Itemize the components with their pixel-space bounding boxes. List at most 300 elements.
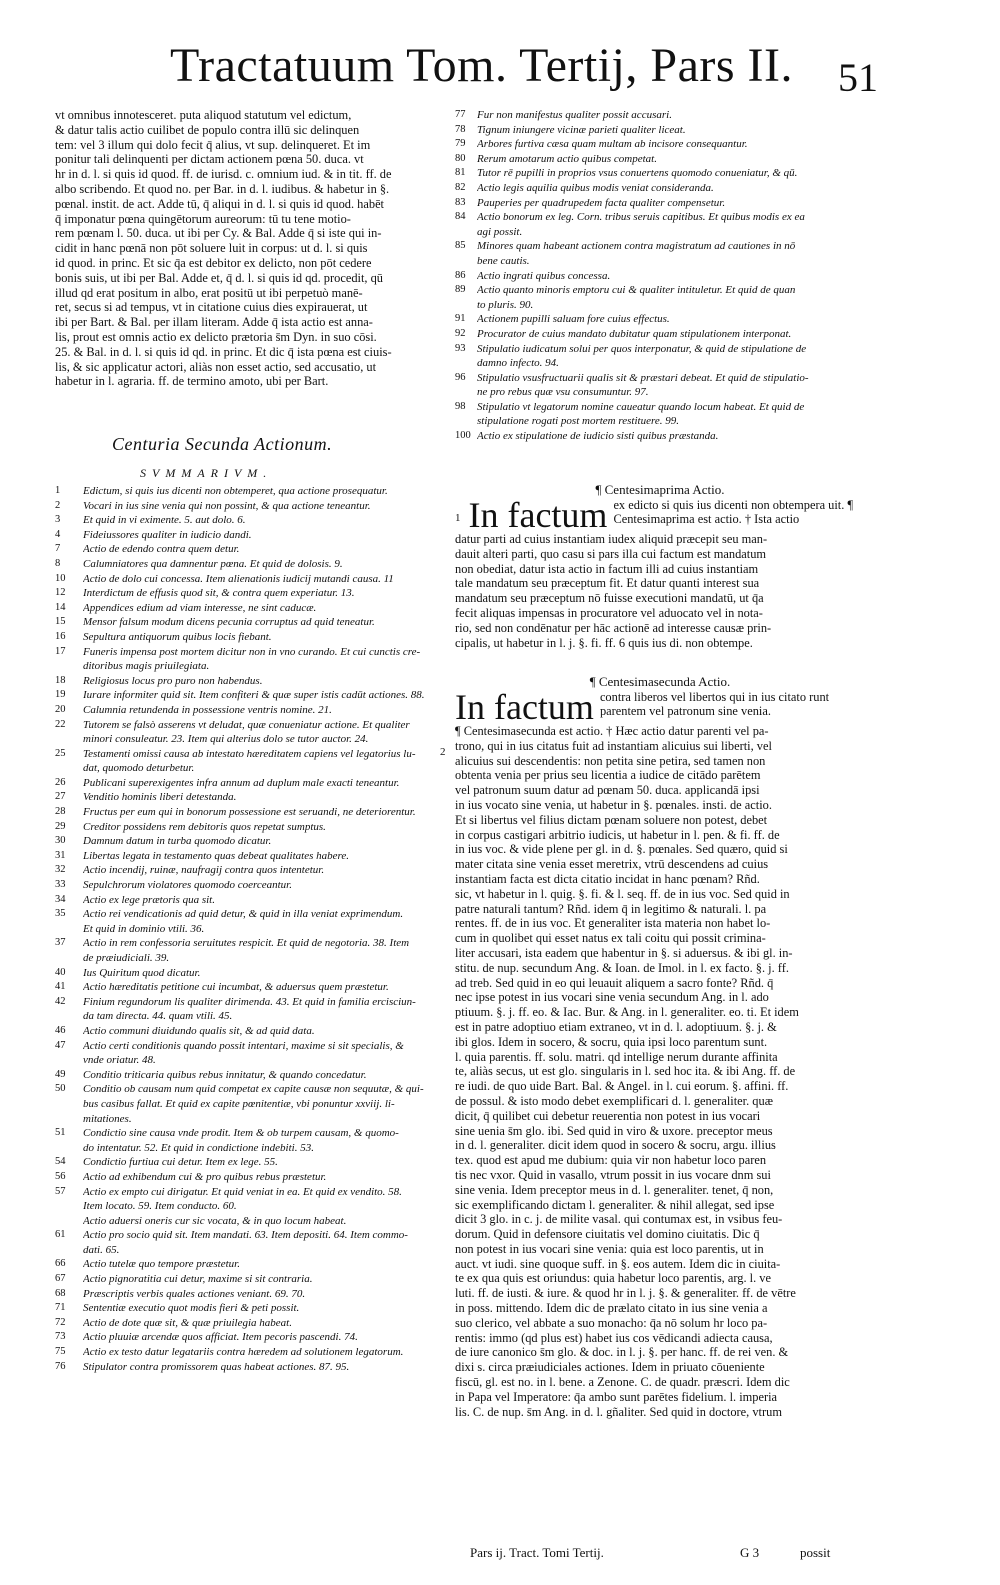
text-line: pœnal. instit. de act. Adde tū, q̄ aliqui in d. l. si quis id quod. habēt bbox=[55, 196, 385, 211]
summary-item-text: Fur non manifestus qualiter possit accusari. bbox=[477, 109, 672, 121]
text-line: ¶ Centesimasecunda est actio. † Hæc actio datur parenti vel pa- bbox=[455, 724, 769, 738]
summary-item bbox=[455, 108, 865, 123]
summary-item-number: 77 bbox=[455, 109, 466, 120]
text-line: vel patronum suum datur ad pœnam 50. duca. applicandā ipsi bbox=[455, 783, 760, 798]
summary-item-number: 50 bbox=[55, 1083, 66, 1095]
text-line: tex. quod est apud me dubium: quia vir non habetur loco paren bbox=[455, 1153, 767, 1168]
summary-item-number: 20 bbox=[55, 703, 66, 715]
text-line: lis. C. de nup. s̄m Ang. in d. l. gñaliter. Sed quid in doctore, vtrum bbox=[455, 1404, 782, 1419]
summary-item bbox=[55, 820, 435, 835]
summary-item bbox=[55, 542, 435, 557]
text-line: id quod. in princ. Et sic q̄a est debitor ex delicto, non pōt cedere bbox=[55, 255, 372, 270]
summary-item bbox=[455, 414, 865, 429]
summary-item-number bbox=[55, 761, 83, 776]
summary-item-text: Et quid in dominio vtili. 36. bbox=[83, 922, 205, 935]
summary-item-text: Creditor possidens rem debitoris quos repetat sumptus. bbox=[83, 820, 326, 833]
summary-item bbox=[55, 688, 435, 703]
summary-item-text: Actio certi conditionis quando possit intentari, maxime si sit specialis, & bbox=[83, 1039, 404, 1052]
summary-item-number bbox=[55, 951, 83, 966]
summary-item-text: Stipulatio iudicatum solui per quos interponatur, & quid de stipulatione de bbox=[477, 342, 807, 355]
text-line: in d. l. generaliter. dicit idem quod in socero & socru, argu. illius bbox=[455, 1138, 776, 1153]
summary-item bbox=[455, 371, 865, 386]
summary-item-text: Actio quanto minoris emptoru cui & qualiter intituletur. Et quid de quan bbox=[477, 284, 796, 297]
section-number: 1 bbox=[455, 512, 461, 524]
summary-item-number bbox=[455, 356, 477, 371]
summary-item bbox=[55, 1024, 435, 1039]
summary-item-text: bus casibus fallat. Et quid ex capite pœnitentiæ, vbi ponuntur xxviij. li- bbox=[83, 1097, 395, 1110]
summary-item-text: Actio in rem confessoria seruitutes respicit. Et quid de negotoria. 38. Item bbox=[83, 937, 410, 950]
summary-item-text: Ius Quiritum quod dicatur. bbox=[83, 966, 201, 979]
summary-item-text: Arbores furtiva cæsa quam multam ab incisore consequantur. bbox=[477, 138, 748, 151]
summary-item bbox=[455, 239, 865, 254]
text-line: bonis suis, ut ibi per Bal. Adde et, q̄ d. l. si quis id qd. procedit, qū bbox=[55, 270, 383, 285]
summary-item-text: Actio incendij, ruinæ, naufragij contra quos intentetur. bbox=[83, 864, 325, 877]
summary-item-number: 85 bbox=[455, 240, 466, 252]
summary-item bbox=[455, 254, 865, 269]
summary-item-number: 72 bbox=[55, 1316, 66, 1328]
actio-title-text: ex edicto si quis ius dicenti non obtempera uit. ¶ Centesimaprima est actio. † Ista actio bbox=[613, 498, 854, 526]
section-rubric: ¶ Centesimaprima Actio. bbox=[595, 482, 725, 497]
summary-item bbox=[55, 878, 435, 893]
text-line: q̄ imponatur pœna quingētorum aureorum: tū tu tene motio- bbox=[55, 211, 351, 226]
summary-item-number: 47 bbox=[55, 1039, 66, 1051]
summary-item-number: 22 bbox=[55, 718, 66, 730]
summary-item-number: 82 bbox=[455, 181, 466, 193]
summary-item-text: da tam directa. 44. quam vtili. 45. bbox=[83, 1010, 233, 1023]
summary-item-number: 49 bbox=[55, 1068, 66, 1080]
summary-item-text: Stipulatio vt legatorum nomine caueatur quando locum habeat. Et quid de bbox=[477, 400, 805, 413]
summary-item-text: Actio communi diuidundo qualis sit, & ad quid data. bbox=[83, 1024, 315, 1037]
summary-item bbox=[55, 747, 435, 762]
summary-item bbox=[55, 834, 435, 849]
text-line: cidit in hanc pœnā non pōt soluere luit in corpus: ut d. l. si quis bbox=[55, 241, 368, 256]
summary-item bbox=[55, 1316, 435, 1331]
text-line: sine uenia s̄m glo. ibi. Sed quid in viro & uxore. preceptor meus bbox=[455, 1123, 773, 1138]
summary-item-number: 18 bbox=[55, 674, 66, 686]
text-line: patre naturali tantum? Rñd. idem q̄ in legitimo & naturali. l. pa bbox=[455, 901, 767, 916]
summary-item bbox=[55, 1141, 435, 1156]
summary-item-text: Conditio ob causam num quid competat ex capite causæ non sequutæ, & qui- bbox=[83, 1083, 424, 1096]
summary-item bbox=[455, 152, 865, 167]
summary-item-text: Actio de edendo contra quem detur. bbox=[83, 543, 240, 556]
summary-item-number: 100 bbox=[455, 430, 471, 442]
text-line: te, aliàs secus, ut est glo. singularis in l. sed hoc ita. & ibi Ang. ff. de bbox=[455, 1064, 796, 1079]
summary-item-text: Actio de dote quæ sit, & quæ priuilegia habeat. bbox=[83, 1316, 292, 1329]
summarium-list bbox=[55, 484, 435, 1374]
summary-item bbox=[55, 776, 435, 791]
text-line: mandatum seu præceptum nō fuisse executioni mandatū, ut q̄a bbox=[455, 591, 764, 606]
summary-item-text: Condictio sine causa vnde prodit. Item & ob turpem causam, & quomo- bbox=[83, 1127, 399, 1140]
summary-item-text: Actio ex testo datur legatariis contra hæredem ad solutionem legatorum. bbox=[83, 1346, 404, 1359]
summary-item-text: Libertas legata in testamento quas debeat qualitates habere. bbox=[83, 849, 350, 862]
summary-item-number: 1 bbox=[55, 485, 61, 496]
text-line: non obediat, datur ista actio in factum illi ad cuius instantiam bbox=[455, 561, 759, 576]
text-line: l. quia parentis. ff. solu. matri. qd intellige nerum durante affinita bbox=[455, 1049, 778, 1064]
text-line: obtenta venia per prius seu licentia a iudice de citādo parētem bbox=[455, 768, 761, 783]
section-centesima-prima bbox=[455, 482, 865, 650]
in-factum-title: In factum bbox=[455, 687, 594, 727]
summary-item-text: Actio legis aquilia quibus modis veniat consideranda. bbox=[477, 181, 714, 194]
summary-item bbox=[55, 863, 435, 878]
text-line: lis, & sic applicatur actori, aliàs non esset actio, sed accusatio, ut bbox=[55, 359, 377, 374]
summary-item-number bbox=[55, 922, 83, 937]
text-line: albo scribendo. Et quod no. per Bar. in d. l. iudibus. & habetur in §. bbox=[55, 181, 390, 196]
summary-item bbox=[455, 123, 865, 138]
summary-item bbox=[55, 1345, 435, 1360]
actio-title-text: contra liberos vel libertos qui in ius citato runt parentem vel patronum sine venia. bbox=[599, 690, 830, 718]
summary-item-text: mitationes. bbox=[83, 1112, 132, 1125]
summary-item-number: 2 bbox=[55, 499, 61, 511]
text-line: luti. ff. de iusti. & iure. & quod hr in l. j. §. & generaliter. ff. de vētre bbox=[455, 1286, 796, 1301]
summary-item-number: 12 bbox=[55, 587, 66, 599]
text-line: sic, vt habetur in l. quig. §. fi. & l. seq. ff. de in ius voc. Sed quid in bbox=[455, 886, 790, 901]
summary-item bbox=[55, 645, 435, 660]
summary-item-text: Præscriptis verbis quales actiones veniant. 69. 70. bbox=[83, 1287, 306, 1300]
text-line: non potest in ius vocari sine venia: quia est loco parentis, ut in bbox=[455, 1241, 764, 1256]
summary-item bbox=[55, 674, 435, 689]
summary-item bbox=[455, 342, 865, 357]
summarium-continued-list bbox=[455, 108, 865, 444]
summary-item-text: dat, quomodo deturbetur. bbox=[83, 762, 195, 775]
summary-item-text: Actio de dolo cui concessa. Item alienationis iudicij mutandi causa. 11 bbox=[83, 572, 394, 585]
summary-item-text: Actionem pupilli saluam fore cuius effectus. bbox=[477, 313, 670, 326]
summary-item bbox=[55, 1155, 435, 1170]
text-line: vt omnibus innotesceret. puta aliquod statutum vel edictum, bbox=[55, 108, 352, 122]
text-line: cum in quolibet qui esset natus ex tali coitu qui possit crimina- bbox=[455, 931, 766, 946]
summary-item-number bbox=[55, 1097, 83, 1112]
section-body bbox=[455, 532, 865, 650]
summary-item-text: Funeris impensa post mortem dicitur non in vno curando. Et cui cunctis cre- bbox=[83, 645, 421, 658]
summary-item bbox=[455, 269, 865, 284]
summary-item-number: 3 bbox=[55, 514, 61, 526]
text-line: in ius vocato sine venia, ut habetur in §. pœnales. insti. de actio. bbox=[455, 797, 772, 812]
summary-item-text: Calumnia retundenda in possessione ventris nomine. 21. bbox=[83, 703, 332, 716]
summary-item-number: 76 bbox=[55, 1360, 66, 1372]
text-line: tale mandatum seu præceptum fit. Et datur quanti interest sua bbox=[455, 576, 760, 591]
summary-item-number: 7 bbox=[55, 543, 61, 555]
summary-item bbox=[55, 1112, 435, 1127]
summary-item bbox=[55, 499, 435, 514]
summary-item-text: Actio ex lege prætoris qua sit. bbox=[83, 893, 215, 906]
summary-item bbox=[55, 732, 435, 747]
summary-item bbox=[55, 1228, 435, 1243]
summary-item-text: vnde oriatur. 48. bbox=[83, 1054, 156, 1067]
summary-item bbox=[55, 484, 435, 499]
summary-item-text: Testamenti omissi causa ab intestato hæreditatem capiens vel legatorius lu- bbox=[83, 747, 416, 760]
summary-item-number bbox=[55, 1009, 83, 1024]
summary-item-number bbox=[455, 414, 477, 429]
summary-item bbox=[55, 1097, 435, 1112]
text-line: mater citata sine venia esset meretrix, vtrū descendens ad cuius bbox=[455, 857, 769, 872]
summary-item-number: 84 bbox=[455, 211, 466, 223]
summary-item-number: 71 bbox=[55, 1302, 66, 1314]
text-line: & datur talis actio cuilibet de populo contra illū sic delinquen bbox=[55, 122, 360, 137]
summary-item-text: Interdictum de effusis quod sit, & contra quem experiatur. 13. bbox=[83, 587, 355, 600]
summary-item-text: Stipulator contra promissorem quas habeat actiones. 87. 95. bbox=[83, 1360, 350, 1373]
summary-item-number: 83 bbox=[455, 196, 466, 208]
text-line: Et si libertus vel filius dictam pœnam soluere non potest, debet bbox=[455, 812, 768, 827]
summary-item bbox=[55, 980, 435, 995]
summary-item bbox=[455, 225, 865, 240]
summary-item-text: Iurare informiter quid sit. Item confiteri & quæ super istis cadūt actiones. 88. bbox=[83, 689, 425, 702]
summary-item-text: ditoribus magis priuilegiata. bbox=[83, 660, 210, 673]
summary-item bbox=[55, 1009, 435, 1024]
summary-item-text: Calumniatores qua damnentur pœna. Et quid de dolosis. 9. bbox=[83, 557, 343, 570]
summary-item-number: 66 bbox=[55, 1258, 66, 1270]
text-line: rentis: immo (qd plus est) habet ius cos vēdicandi adiecta causa, bbox=[455, 1330, 773, 1345]
summary-item-number: 19 bbox=[55, 689, 66, 701]
summary-item-number: 8 bbox=[55, 557, 61, 569]
summary-item bbox=[55, 1170, 435, 1185]
summary-item-number: 86 bbox=[455, 269, 466, 281]
summary-item-number: 68 bbox=[55, 1287, 66, 1299]
summary-item-text: Religiosus locus pro puro non habendus. bbox=[83, 674, 263, 687]
text-line: dicit 3 glo. in c. j. de milite vasal. qui contumax est, in vsibus feu- bbox=[455, 1212, 783, 1227]
summary-item-text: Edictum, si quis ius dicenti non obtemperet, qua actione prosequatur. bbox=[83, 485, 388, 497]
summary-item-number: 41 bbox=[55, 981, 66, 993]
text-line: rio, sed non condēnatur per hāc actionē ad interesse causæ prin- bbox=[455, 620, 772, 635]
summary-item-number: 61 bbox=[55, 1229, 66, 1241]
text-line: illud qd erat positum in albo, erat positū ut ibi perpetuò manē- bbox=[55, 285, 363, 300]
summary-item-number: 46 bbox=[55, 1024, 66, 1036]
summary-item bbox=[55, 761, 435, 776]
actio-heading bbox=[455, 495, 865, 535]
summary-item-text: Actio pignoratitia cui detur, maxime si sit contraria. bbox=[83, 1273, 313, 1286]
text-line: ibi per Bart. & Bal. per illam literam. Adde q̄ ista actio est anna- bbox=[55, 315, 373, 330]
summary-item-number: 42 bbox=[55, 995, 66, 1007]
summary-item bbox=[455, 356, 865, 371]
summary-item-text: Tignum iniungere vicinæ parieti qualiter liceat. bbox=[477, 123, 686, 136]
summary-item bbox=[55, 805, 435, 820]
summary-item-number: 33 bbox=[55, 879, 66, 891]
summary-item-text: Condictio furtiua cui detur. Item ex lege. 55. bbox=[83, 1156, 278, 1169]
summary-item bbox=[55, 659, 435, 674]
section-rubric: ¶ Centesimasecunda Actio. bbox=[589, 674, 731, 689]
summary-item-text: Venditio hominis liberi detestanda. bbox=[83, 791, 237, 804]
text-line: liter accusari, ista eadem que habentur in §. si aduersus. & ibi gl. in- bbox=[455, 945, 793, 960]
text-line: fecit aliquas impensas in procuratore vel aduocato vel in nota- bbox=[455, 605, 763, 620]
text-line: in poss. mittendo. Idem dic de prælato citato in ius sine venia a bbox=[455, 1301, 768, 1316]
text-line: stitu. de nup. secundum Ang. & Ioan. de Imol. in l. ex facto. §. j. ff. bbox=[455, 960, 789, 975]
summary-item-text: damno infecto. 94. bbox=[477, 357, 559, 370]
summarium-heading: SVMMARIVM. bbox=[140, 466, 273, 480]
summary-item-number: 17 bbox=[55, 645, 66, 657]
left-continuation-paragraph bbox=[55, 108, 435, 389]
summary-item-number: 29 bbox=[55, 820, 66, 832]
summary-item-number: 54 bbox=[55, 1156, 66, 1168]
summary-item-text: do intentatur. 52. Et quid in condictione indebiti. 53. bbox=[83, 1141, 314, 1154]
summary-item-number: 96 bbox=[455, 371, 466, 383]
text-line: tis nec vxor. Quid in vasallo, vtrum possit in ius vocare dnm sui bbox=[455, 1167, 771, 1182]
summary-item bbox=[455, 283, 865, 298]
centuria-heading: Centuria Secunda Actionum. bbox=[112, 434, 333, 454]
summary-item bbox=[55, 1126, 435, 1141]
text-line: in ius voc. & vide plene per gl. in d. §. pœnales. Sed quæro, quid si bbox=[455, 842, 788, 857]
text-line: lis, prout est omnis actio ex delicto prætoria s̄m Dyn. in suo cōsi. bbox=[55, 329, 377, 344]
text-line: fiscū, gl. est no. in l. bene. a Zenone. C. de quadr. præscri. Idem dic bbox=[455, 1375, 790, 1390]
summary-item-text: Procurator de cuius mandato dubitatur quam stipulationem interponat. bbox=[477, 327, 792, 340]
summary-item-number: 32 bbox=[55, 864, 66, 876]
summary-item-number: 26 bbox=[55, 776, 66, 788]
summary-item-number bbox=[455, 254, 477, 269]
summary-item-text: bene cautis. bbox=[477, 254, 530, 267]
summary-item bbox=[55, 1185, 435, 1200]
summary-item bbox=[455, 181, 865, 196]
summary-item bbox=[455, 327, 865, 342]
summary-item-number: 79 bbox=[455, 138, 466, 150]
summary-item-text: de præiudiciali. 39. bbox=[83, 952, 170, 964]
summary-item bbox=[55, 557, 435, 572]
summary-item bbox=[55, 995, 435, 1010]
page-number: 51 bbox=[838, 55, 878, 100]
text-line: ptiuum. §. j. ff. eo. & Iac. Bur. & Ang. in l. generaliter. eo. ti. Et idem bbox=[455, 1005, 799, 1020]
footer-catchword: possit bbox=[800, 1545, 831, 1560]
summary-item bbox=[55, 1214, 435, 1229]
text-line: sine venia. Idem preceptor meus in d. l. generaliter. tenet, q̄ non, bbox=[455, 1182, 774, 1197]
summary-item-number: 4 bbox=[55, 528, 61, 540]
summary-item-text: Actio pluuiæ arcendæ quos afficiat. Item pecoris pascendi. 74. bbox=[83, 1331, 358, 1344]
summary-item-text: Actio tutelæ quo tempore præstetur. bbox=[83, 1258, 240, 1271]
summary-item-text: Stipulatio vsusfructuarii qualis sit & præstari debeat. Et quid de stipulatio- bbox=[477, 371, 809, 384]
text-line: rentes. ff. de in ius voc. Et generaliter ista materia non habet lo- bbox=[455, 916, 771, 931]
summary-item bbox=[55, 1360, 435, 1375]
actio-heading bbox=[455, 687, 865, 727]
summary-item-text: Actio ingrati quibus concessa. bbox=[477, 269, 611, 282]
text-line: est in patre adoptiuo etiam extraneo, vt in d. l. adoptiuum. §. j. & bbox=[455, 1019, 777, 1034]
summary-item-text: Sententiæ executio quot modis fieri & peti possit. bbox=[83, 1302, 300, 1315]
text-line: cipalis, ut habetur in l. j. §. fi. ff. 6 quis ius di. non obtempe. bbox=[455, 635, 753, 650]
summary-item-number: 25 bbox=[55, 747, 66, 759]
summary-item-text: Damnum datum in turba quomodo dicatur. bbox=[83, 835, 272, 848]
summary-item-number bbox=[55, 659, 83, 674]
summary-item bbox=[455, 400, 865, 415]
text-line: in corpus castigari arbitrio iudicis, ut habetur in l. pen. & fi. ff. de bbox=[455, 827, 780, 842]
summary-item-number: 30 bbox=[55, 835, 66, 847]
summary-item bbox=[55, 703, 435, 718]
summary-item-text: minori consuleatur. 23. Item qui alterius dolo se tutor auctor. 24. bbox=[83, 733, 369, 746]
summary-item-text: Actio bonorum ex leg. Corn. tribus seruis capitibus. Et quibus modis ex ea bbox=[477, 211, 805, 224]
summary-item bbox=[55, 630, 435, 645]
summary-item-text: Fructus per eum qui in bonorum possessione est seruandi, ne deteriorentur. bbox=[83, 806, 416, 819]
summary-item-text: Actio ex stipulatione de iudicio sisti quibus præstanda. bbox=[477, 430, 719, 443]
summary-item-text: Actio pro socio quid sit. Item mandati. 63. Item depositi. 64. Item commo- bbox=[83, 1229, 408, 1242]
summary-item bbox=[55, 1039, 435, 1054]
text-line: sic exemplificando dictam l. generaliter. & nihil allegat, sed ipse bbox=[455, 1197, 775, 1212]
text-line: te ex qua quis est oriundus: quia habetur loco parentis, arg. l. ve bbox=[455, 1271, 771, 1286]
summary-item-text: stipulatione rogati post mortem restituere. 99. bbox=[477, 415, 679, 428]
summary-item bbox=[455, 298, 865, 313]
summary-item bbox=[55, 1257, 435, 1272]
summary-item bbox=[55, 1287, 435, 1302]
summary-item bbox=[55, 907, 435, 922]
summary-item-number bbox=[455, 385, 477, 400]
summary-item-number: 15 bbox=[55, 616, 66, 628]
summary-item-text: Minores quam habeant actionem contra magistratum ad cautiones in nō bbox=[477, 240, 796, 253]
summary-item-text: Actio ex empto cui dirigatur. Et quid veniat in ea. Et quid ex vendito. 58. bbox=[83, 1185, 402, 1198]
section-number: 2 bbox=[440, 746, 446, 758]
summary-item-number bbox=[55, 1243, 83, 1258]
summary-item-number: 98 bbox=[455, 400, 466, 412]
summary-item bbox=[455, 429, 865, 444]
summary-item-text: ne pro rebus quæ vsu consumuntur. 97. bbox=[477, 386, 649, 399]
summary-item bbox=[55, 966, 435, 981]
text-line: datur parti ad cuius instantiam iudex aliquid præcepit seu man- bbox=[455, 532, 768, 546]
text-line: ibi glos. Idem in socero, & socru, quia ipsi loco parentum sunt. bbox=[455, 1034, 768, 1049]
text-line: re iudi. de quo uide Bart. Bal. & Angel. in l. cui eorum. §. affini. ff. bbox=[455, 1079, 789, 1094]
section-body bbox=[455, 724, 865, 1419]
text-line: in Papa vel Imperatore: q̄a ambo sunt parētes fidelium. l. imperia bbox=[455, 1389, 778, 1404]
summary-item-number: 37 bbox=[55, 937, 66, 949]
summary-item-number bbox=[55, 1214, 83, 1229]
summary-item-text: Vocari in ius sine venia qui non possint, & qua actione teneantur. bbox=[83, 499, 371, 512]
summary-item-number bbox=[55, 1199, 83, 1214]
text-line: dorum. Quid in defensore ciuitatis vel domino ciuitatis. Dic q̄ bbox=[455, 1227, 760, 1242]
summary-item-number: 56 bbox=[55, 1170, 66, 1182]
summary-item bbox=[55, 1053, 435, 1068]
text-line: dicit, q̄ quilibet cui debetur reuerentia non potest in ius vocari bbox=[455, 1108, 761, 1123]
summary-item-number: 28 bbox=[55, 806, 66, 818]
text-line: rem pœnam l. 50. duca. ut ibi per Cy. & Bal. Adde q̄ si iste qui in- bbox=[55, 226, 382, 241]
text-line: ponitur tali delinquenti per dictam actionem pœna 50. duca. vt bbox=[55, 152, 364, 167]
summary-item bbox=[55, 893, 435, 908]
text-line: suo clerico, vel abbate a suo monacho: q̄a nō solum hr loco pa- bbox=[455, 1315, 768, 1330]
summary-item-text: Actio rei vendicationis ad quid detur, & quid in illa veniat exprimendum. bbox=[83, 908, 404, 921]
summary-item-text: Appendices edium ad viam interesse, ne sint caducæ. bbox=[83, 601, 317, 614]
summary-item-text: Sepulchrorum violatores quomodo coerceantur. bbox=[83, 879, 292, 892]
text-line: ret, secus si ad tempus, vt in citatione cuius dies expirauerat, ut bbox=[55, 300, 368, 315]
summary-item bbox=[55, 586, 435, 601]
section-centesima-secunda bbox=[455, 674, 865, 1419]
summary-item-number: 35 bbox=[55, 908, 66, 920]
summary-item-number: 16 bbox=[55, 630, 66, 642]
summary-item-text: dati. 65. bbox=[83, 1243, 120, 1256]
summary-item-number: 14 bbox=[55, 601, 66, 613]
running-title: Tractatuum Tom. Tertij, Pars II. bbox=[170, 39, 794, 92]
summary-item-text: Publicani superexigentes infra annum ad duplum male exacti teneantur. bbox=[83, 776, 400, 789]
summary-item-text: Finium regundorum lis qualiter dirimenda. 43. Et quid in familia ercisciun- bbox=[83, 995, 416, 1008]
summary-item bbox=[455, 210, 865, 225]
text-line: hr in d. l. si quis id quod. ff. de iurisd. c. omnium iud. & in tit. ff. de bbox=[55, 167, 392, 182]
text-line: habetur in l. agraria. ff. de termino amoto, ubi per Bart. bbox=[55, 374, 329, 389]
summary-item-text: Tutor rē pupilli in proprios vsus conuertens quomodo conueniatur, & qū. bbox=[477, 167, 798, 180]
summary-item bbox=[55, 936, 435, 951]
footer-gathering-mark: G 3 bbox=[740, 1545, 760, 1560]
summary-item-text: Actio hæreditatis petitione cui incumbat, & aduersus quem præstetur. bbox=[83, 981, 389, 994]
summary-item-number: 67 bbox=[55, 1273, 66, 1285]
summary-item-number: 89 bbox=[455, 284, 466, 296]
summary-item-number bbox=[55, 1053, 83, 1068]
summary-item bbox=[455, 196, 865, 211]
text-line: nec ipse potest in ius vocari sine venia secundum Ang. in l. ado bbox=[455, 990, 769, 1005]
summary-item-text: Sepultura antiquorum quibus locis fiebant. bbox=[83, 630, 272, 643]
summary-item bbox=[55, 1199, 435, 1214]
in-factum-title: In factum bbox=[468, 495, 608, 535]
footer-signature-line: Pars ij. Tract. Tomi Tertij. bbox=[470, 1545, 604, 1560]
summary-item bbox=[55, 601, 435, 616]
summary-item-text: Tutorem se falsò asserens vt deludat, quæ conueniatur actione. Et qualiter bbox=[83, 718, 410, 731]
text-line: auct. vt iudi. sine quoque suff. in §. eos autem. Idem dic in ciuita- bbox=[455, 1256, 781, 1271]
summary-item-number: 78 bbox=[455, 123, 466, 135]
summary-item-number: 73 bbox=[55, 1331, 66, 1343]
summary-item bbox=[55, 790, 435, 805]
summary-item-number: 93 bbox=[455, 342, 466, 354]
summary-item bbox=[55, 718, 435, 733]
summary-item-number: 81 bbox=[455, 167, 466, 179]
summary-item bbox=[55, 513, 435, 528]
summary-item bbox=[55, 615, 435, 630]
summary-item-text: Rerum amotarum actio quibus competat. bbox=[477, 152, 657, 165]
text-line: de iure canonico s̄m glo. & doc. in l. j. §. per hanc. ff. de rei ven. & bbox=[455, 1345, 789, 1360]
